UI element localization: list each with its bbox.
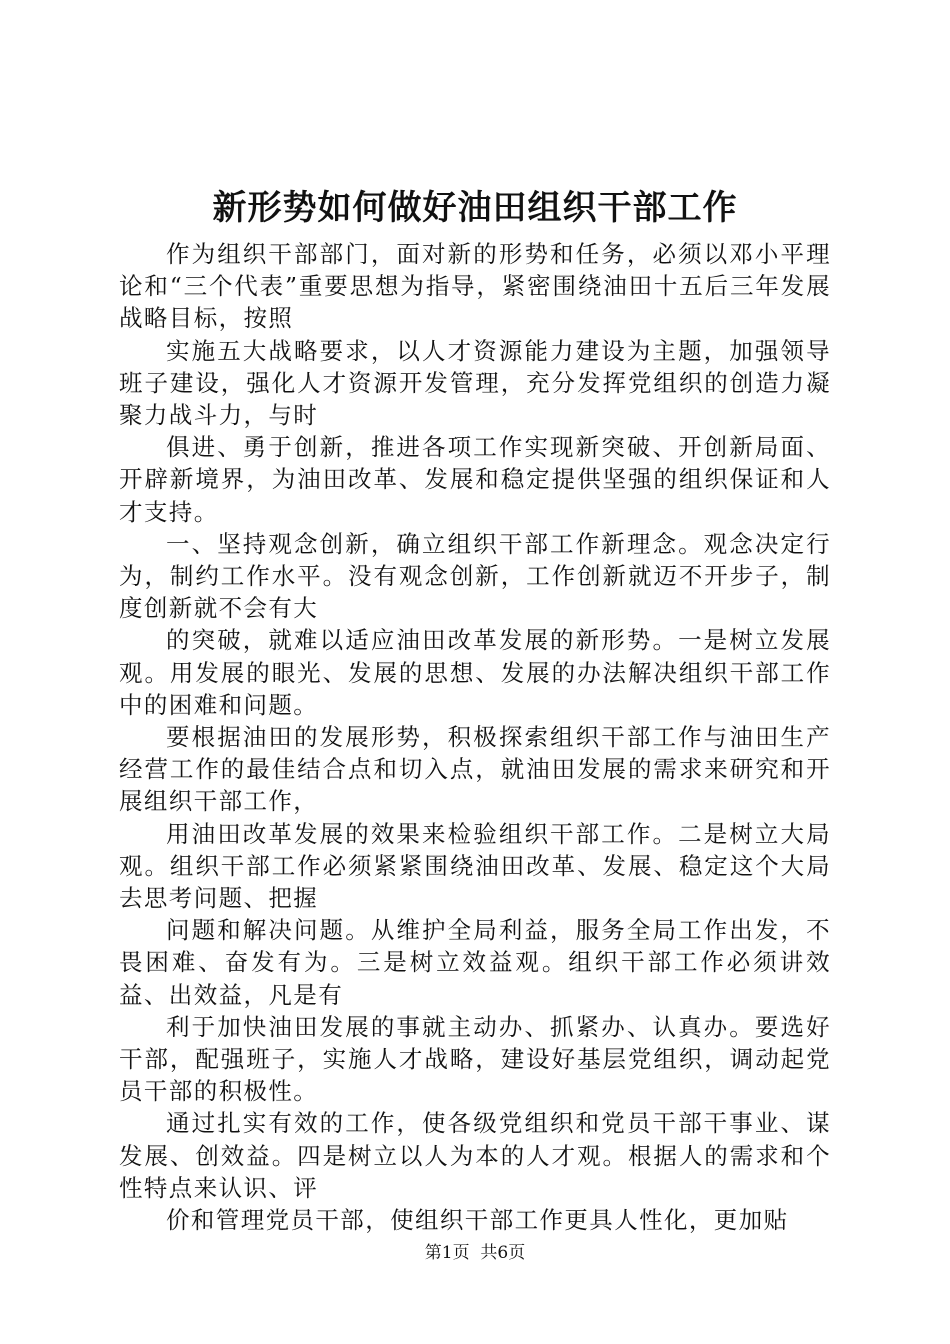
paragraph: 一、坚持观念创新，确立组织干部工作新理念。观念决定行为，制约工作水平。没有观念创新，工作创新就迈不开步子，制度创新就不会有大 (119, 529, 831, 623)
paragraph: 通过扎实有效的工作，使各级党组织和党员干部干事业、谋发展、创效益。四是树立以人为本的人才观。根据人的需求和个性特点来认识、评 (119, 1109, 831, 1202)
paragraph: 利于加快油田发展的事就主动办、抓紧办、认真办。要选好干部，配强班子，实施人才战略，建设好基层党组织，调动起党员干部的积极性。 (119, 1012, 831, 1106)
paragraph: 的突破，就难以适应油田改革发展的新形势。一是树立发展观。用发展的眼光、发展的思想、发展的办法解决组织干部工作中的困难和问题。 (119, 626, 831, 719)
paragraph: 作为组织干部部门，面对新的形势和任务，必须以邓小平理论和“三个代表”重要思想为指导，紧密围绕油田十五后三年发展战略目标，按照 (119, 240, 831, 333)
paragraph: 实施五大战略要求，以人才资源能力建设为主题，加强领导班子建设，强化人才资源开发管理，充分发挥党组织的创造力凝聚力战斗力，与时 (119, 336, 831, 430)
page-footer (0, 1242, 950, 1264)
paragraph: 俱进、勇于创新，推进各项工作实现新突破、开创新局面、开辟新境界，为油田改革、发展和稳定提供坚强的组织保证和人才支持。 (119, 433, 831, 526)
paragraph: 问题和解决问题。从维护全局利益，服务全局工作出发，不畏困难、奋发有为。三是树立效益观。组织干部工作必须讲效益、出效益，凡是有 (119, 916, 831, 1009)
document-title: 新形势如何做好油田组织干部工作 (212, 188, 738, 228)
paragraph: 用油田改革发展的效果来检验组织干部工作。二是树立大局观。组织干部工作必须紧紧围绕油田改革、发展、稳定这个大局去思考问题、把握 (119, 819, 831, 913)
paragraph: 价和管理党员干部，使组织干部工作更具人性化，更加贴 (166, 1206, 789, 1235)
page-indicator: 第1页 共6页 (424, 1243, 526, 1263)
paragraph: 要根据油田的发展形势，积极探索组织干部工作与油田生产经营工作的最佳结合点和切入点，就油田发展的需求来研究和开展组织干部工作， (119, 723, 831, 816)
document-body (119, 238, 831, 1236)
